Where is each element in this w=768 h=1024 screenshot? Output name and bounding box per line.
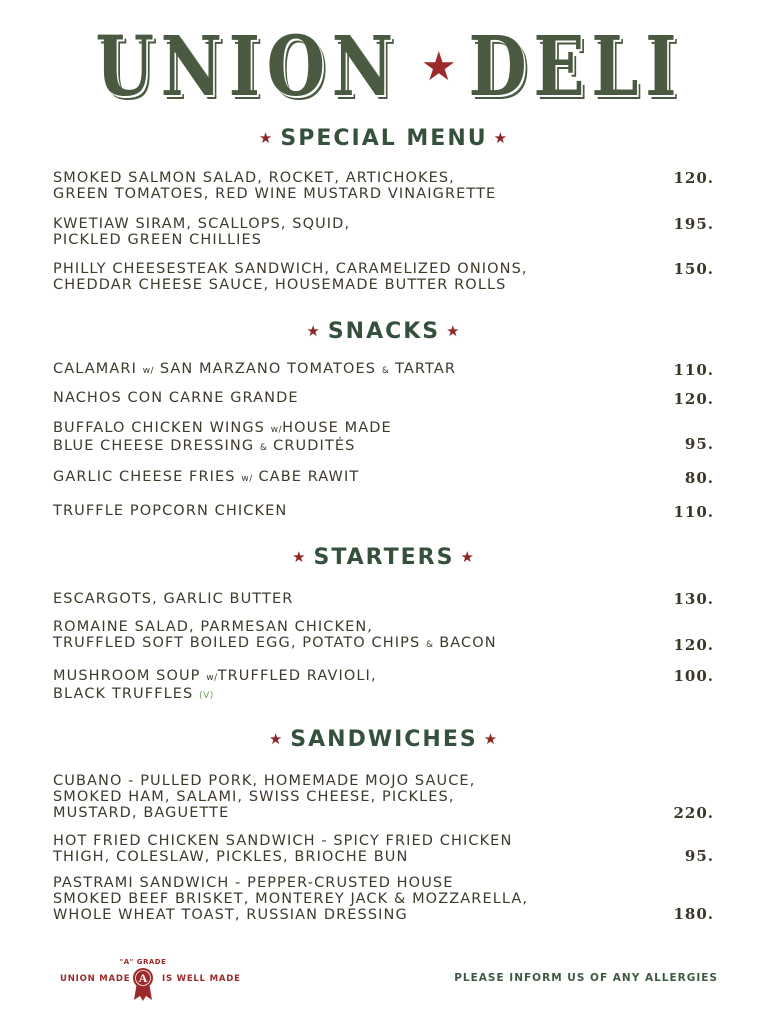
item-text: HOUSE MADE: [282, 420, 392, 436]
item-line: PASTRAMI SANDWICH - PEPPER-CRUSTED HOUSE: [53, 875, 454, 891]
menu-item: [53, 216, 653, 248]
item-text: BLUE CHEESE DRESSING: [53, 438, 255, 454]
section-title: SNACKS: [327, 319, 441, 344]
star-icon: ★: [460, 548, 476, 566]
ribbon-badge-icon: [131, 966, 155, 1002]
with-abbrev: w/: [241, 474, 253, 484]
menu-item: [53, 170, 653, 202]
star-icon: ★: [306, 322, 322, 340]
ampersand: &: [426, 640, 434, 650]
restaurant-title: [0, 19, 768, 115]
item-price: 195.: [673, 215, 714, 233]
menu-item: [53, 420, 653, 456]
item-text: TRUFFLE POPCORN CHICKEN: [53, 503, 288, 519]
item-text: TRUFFLED SOFT BOILED EGG, POTATO CHIPS: [53, 635, 421, 651]
item-line: THIGH, COLESLAW, PICKLES, BRIOCHE BUN: [53, 849, 409, 865]
section-title: SPECIAL MENU: [280, 126, 488, 151]
menu-item: [53, 390, 653, 406]
item-line: SMOKED SALMON SALAD, ROCKET, ARTICHOKES,: [53, 170, 455, 186]
item-price: 120.: [673, 169, 714, 187]
item-line: GREEN TOMATOES, RED WINE MUSTARD VINAIGRETTE: [53, 186, 497, 202]
item-price: 220.: [673, 804, 714, 822]
item-line: MUSTARD, BAGUETTE: [53, 805, 230, 821]
item-text: BLACK TRUFFLES: [53, 686, 194, 702]
item-text: CRUDITÉS: [273, 438, 356, 454]
item-text: ROMAINE SALAD, PARMESAN CHICKEN,: [53, 619, 374, 635]
item-line: WHOLE WHEAT TOAST, RUSSIAN DRESSING: [53, 907, 408, 923]
menu-item: [53, 619, 653, 653]
item-text: BACON: [439, 635, 497, 651]
section-title: SANDWICHES: [290, 727, 478, 752]
item-line: CUBANO - PULLED PORK, HOMEMADE MOJO SAUCE,: [53, 773, 476, 789]
item-price: 80.: [684, 469, 714, 487]
item-line: PICKLED GREEN CHILLIES: [53, 232, 263, 248]
menu-item: [53, 361, 653, 379]
item-text: SAN MARZANO TOMATOES: [159, 361, 377, 377]
union-made-logo: [60, 958, 260, 1008]
menu-item: [53, 875, 653, 923]
star-icon: ★: [292, 548, 308, 566]
item-line: KWETIAW SIRAM, SCALLOPS, SQUID,: [53, 216, 351, 232]
item-line: HOT FRIED CHICKEN SANDWICH - SPICY FRIED CHICKEN: [53, 833, 513, 849]
menu-item: [53, 503, 653, 519]
badge-letter: A: [138, 971, 148, 985]
item-line: PHILLY CHEESESTEAK SANDWICH, CARAMELIZED ONIONS,: [53, 261, 528, 277]
section-title: STARTERS: [313, 545, 455, 570]
item-line: SMOKED HAM, SALAMI, SWISS CHEESE, PICKLES,: [53, 789, 455, 805]
item-price: 110.: [673, 361, 714, 379]
item-text: TARTAR: [395, 361, 457, 377]
menu-item: [53, 469, 653, 487]
grade-label: "A" GRADE: [119, 958, 167, 966]
with-abbrev: w/: [206, 673, 218, 683]
item-text: GARLIC CHEESE FRIES: [53, 469, 236, 485]
menu-item: [53, 261, 653, 293]
item-line: SMOKED BEEF BRISKET, MONTEREY JACK & MOZZARELLA,: [53, 891, 529, 907]
star-icon: ★: [493, 129, 510, 147]
item-text: TRUFFLED RAVIOLI,: [217, 668, 377, 684]
item-price: 120.: [673, 390, 714, 408]
allergy-notice: PLEASE INFORM US OF ANY ALLERGIES: [454, 972, 718, 984]
item-text: CABE RAWIT: [258, 469, 360, 485]
item-price: 95.: [684, 847, 714, 865]
item-text: CALAMARI: [53, 361, 137, 377]
item-price: 150.: [673, 260, 714, 278]
section-heading-snacks: [0, 319, 768, 344]
item-price: 120.: [673, 636, 714, 654]
logo-text-right: IS WELL MADE: [162, 974, 241, 984]
menu-item: [53, 591, 653, 607]
section-heading-special-menu: [0, 126, 768, 151]
item-text: MUSHROOM SOUP: [53, 668, 201, 684]
with-abbrev: w/: [142, 366, 155, 376]
section-heading-sandwiches: [0, 727, 768, 752]
item-price: 180.: [673, 905, 714, 923]
item-price: 110.: [673, 503, 714, 521]
section-heading-starters: [0, 545, 768, 570]
item-line: CHEDDAR CHEESE SAUCE, HOUSEMADE BUTTER ROLLS: [53, 277, 507, 293]
menu-item: [53, 833, 653, 865]
star-icon: ★: [258, 129, 275, 147]
menu-item: [53, 773, 653, 821]
vegetarian-mark: (V): [199, 691, 214, 701]
star-icon: ★: [446, 322, 462, 340]
item-price: 130.: [673, 590, 714, 608]
item-text: BUFFALO CHICKEN WINGS: [53, 420, 265, 436]
item-price: 95.: [684, 435, 714, 453]
menu-item: [53, 668, 653, 704]
logo-text-left: UNION MADE: [60, 974, 131, 984]
title-star-icon: ★: [420, 44, 457, 90]
star-icon: ★: [268, 730, 285, 748]
item-text: ESCARGOTS, GARLIC BUTTER: [53, 591, 294, 607]
item-text: NACHOS CON CARNE GRANDE: [53, 390, 299, 406]
ampersand: &: [259, 443, 268, 453]
title-word-union: UNION: [95, 19, 400, 115]
item-price: 100.: [673, 667, 714, 685]
star-icon: ★: [483, 730, 500, 748]
with-abbrev: w/: [270, 425, 283, 435]
ampersand: &: [381, 366, 390, 376]
title-word-deli: DELI: [468, 19, 683, 115]
